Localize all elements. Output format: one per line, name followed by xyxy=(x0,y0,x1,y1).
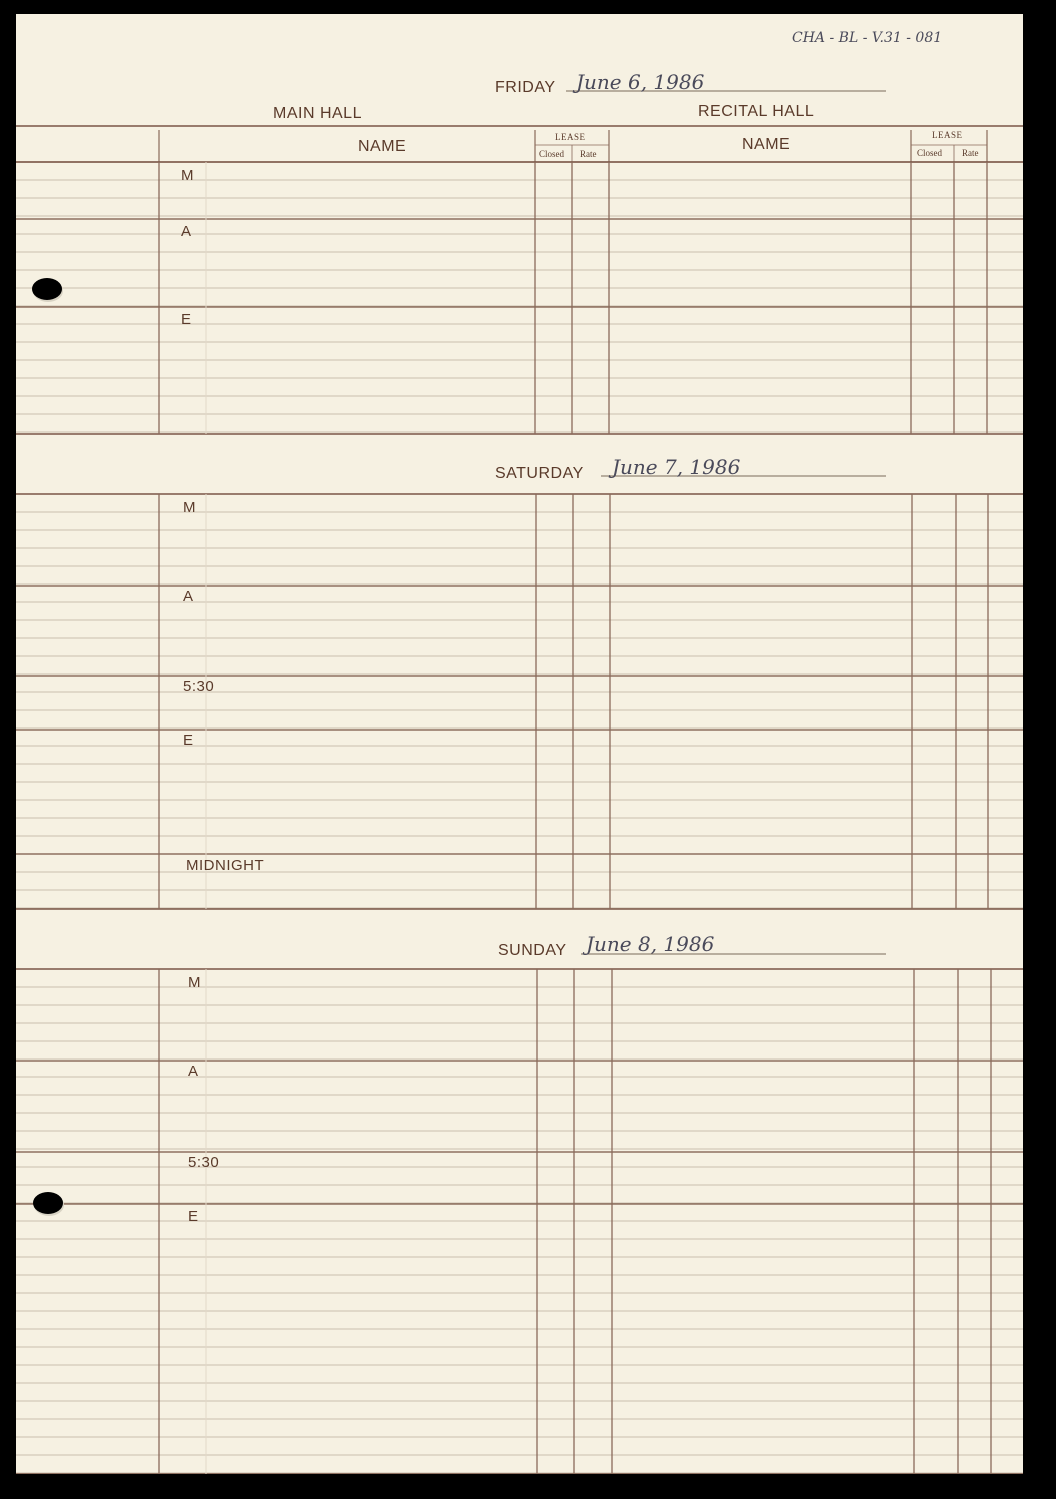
punch-hole xyxy=(32,278,62,300)
slot-label: A xyxy=(181,223,192,240)
recital-closed-header: Closed xyxy=(917,148,943,158)
slot-label: A xyxy=(183,588,194,605)
main-name-header: NAME xyxy=(358,138,407,155)
slot-label: E xyxy=(181,311,192,328)
slot-label: M xyxy=(183,499,196,516)
main-hall-label: MAIN HALL xyxy=(273,105,362,122)
main-rate-header: Rate xyxy=(580,149,597,159)
recital-hall-label: RECITAL HALL xyxy=(698,103,815,120)
slot-label: A xyxy=(188,1063,199,1080)
day-label: SATURDAY xyxy=(495,465,584,482)
main-closed-header: Closed xyxy=(539,149,565,159)
recital-rate-header: Rate xyxy=(962,148,979,158)
day-label: FRIDAY xyxy=(495,79,556,96)
main-lease-header: LEASE xyxy=(555,132,586,142)
handwritten-date: June 8, 1986 xyxy=(586,932,715,956)
ruled-grid xyxy=(16,14,1023,1474)
handwritten-date: June 7, 1986 xyxy=(612,455,741,479)
slot-label: MIDNIGHT xyxy=(186,857,265,874)
catalog-number: CHA - BL - V.31 - 081 xyxy=(792,30,943,46)
schedule-sheet xyxy=(16,14,1023,1474)
slot-label: M xyxy=(188,974,201,991)
recital-lease-header: LEASE xyxy=(932,130,963,140)
slot-label: E xyxy=(188,1208,199,1225)
slot-label: 5:30 xyxy=(183,678,215,695)
slot-label: 5:30 xyxy=(188,1154,220,1171)
slot-label: M xyxy=(181,167,194,184)
day-label: SUNDAY xyxy=(498,942,567,959)
handwritten-date: June 6, 1986 xyxy=(576,70,705,94)
punch-hole xyxy=(33,1192,63,1214)
recital-name-header: NAME xyxy=(742,136,791,153)
slot-label: E xyxy=(183,732,194,749)
